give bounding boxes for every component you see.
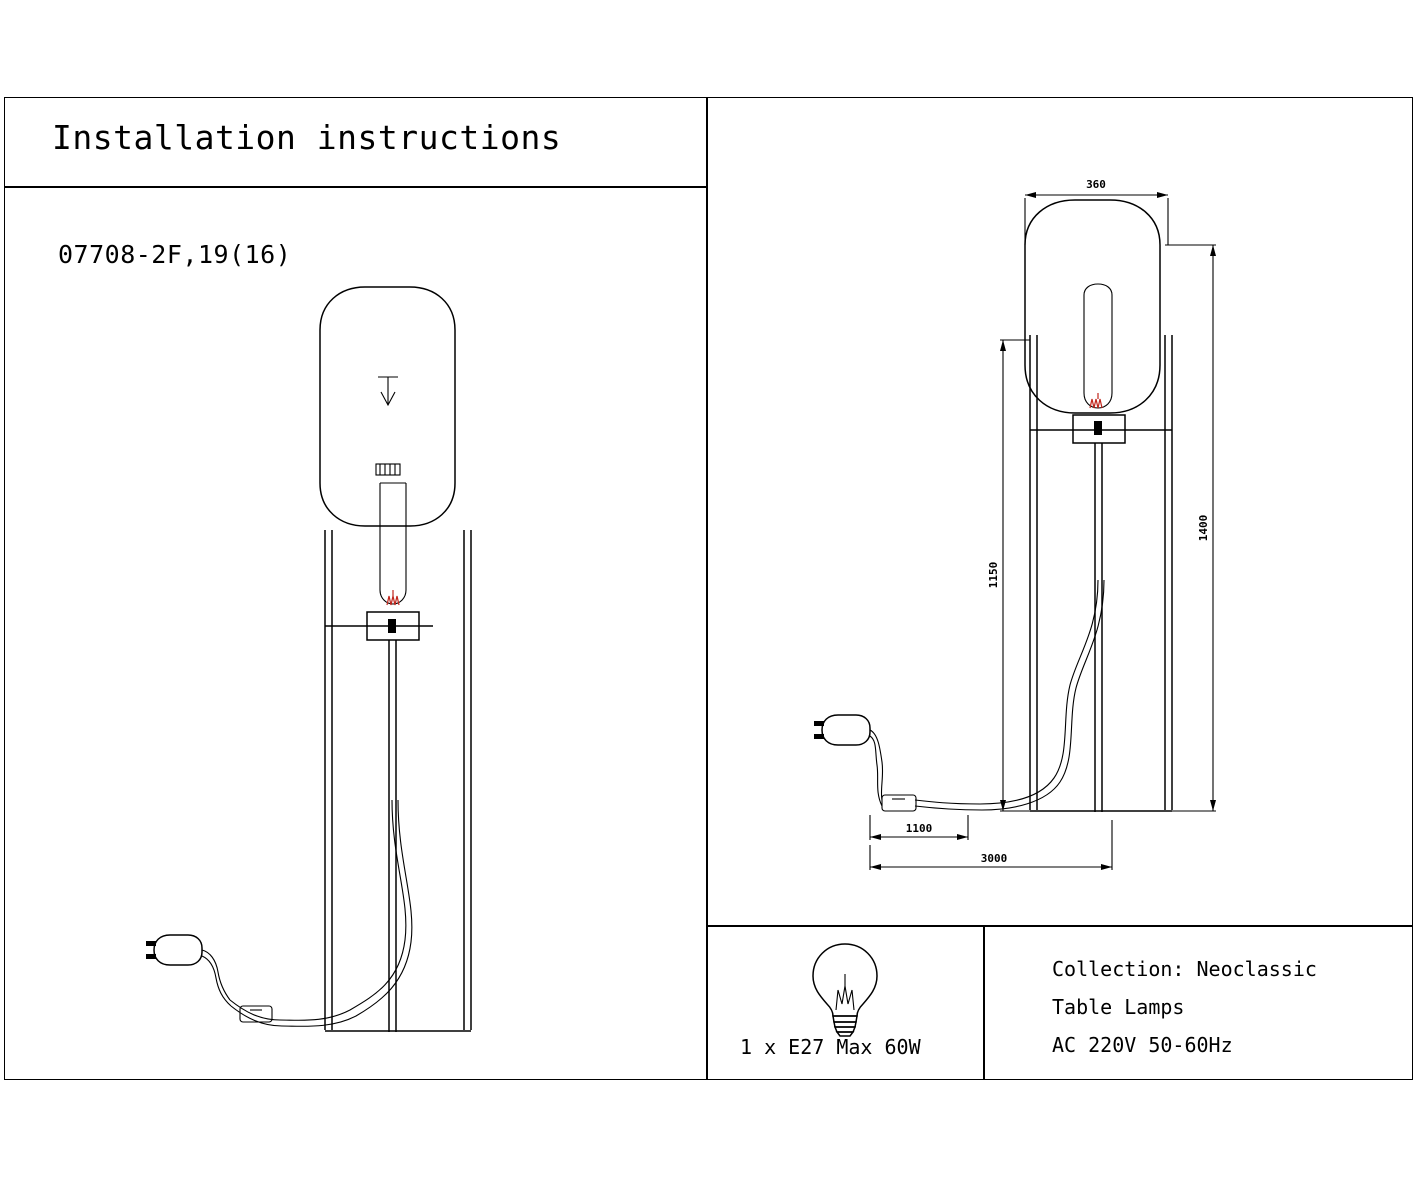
- front-elevation-lamp-drawing: [110, 200, 670, 1080]
- spec-line-collection: Collection: Neoclassic: [1052, 957, 1317, 981]
- lamp-holder: [1073, 415, 1125, 443]
- inline-switch: [882, 795, 916, 811]
- spec-line-voltage: AC 220V 50-60Hz: [1052, 1033, 1233, 1057]
- dimension-switch-distance: [870, 815, 968, 840]
- socket-cap: [376, 464, 400, 475]
- power-cord: [915, 580, 1104, 810]
- dimension-label-1400: 1400: [1197, 514, 1210, 542]
- specification-text: [1052, 950, 1317, 1064]
- dimension-frame-height: [987, 340, 1030, 811]
- dimension-label-1100: 1100: [905, 822, 933, 835]
- power-plug: [814, 715, 883, 806]
- hanger-symbol: [378, 377, 398, 405]
- bulb-spec-label: 1 x E27 Max 60W: [740, 1035, 921, 1059]
- inline-switch: [240, 1006, 272, 1022]
- metal-frame: [325, 530, 471, 1032]
- page-title: Installation instructions: [52, 118, 562, 157]
- filament: [1090, 393, 1102, 408]
- dimension-label-1150: 1150: [987, 561, 1000, 589]
- metal-frame: [1030, 335, 1172, 812]
- model-code: 07708-2F,19(16): [58, 240, 292, 269]
- dimensioned-elevation-lamp-drawing: [710, 110, 1410, 910]
- bulb-tube: [1084, 284, 1112, 408]
- power-plug: [146, 935, 231, 1006]
- dimension-label-360: 360: [1086, 178, 1106, 191]
- spec-line-category: Table Lamps: [1052, 995, 1185, 1019]
- light-bulb-icon: [800, 938, 890, 1038]
- bulb-tube: [380, 483, 406, 604]
- dimension-shade-width: [1025, 178, 1168, 245]
- dimension-label-3000: 3000: [980, 852, 1008, 865]
- power-cord: [230, 800, 412, 1026]
